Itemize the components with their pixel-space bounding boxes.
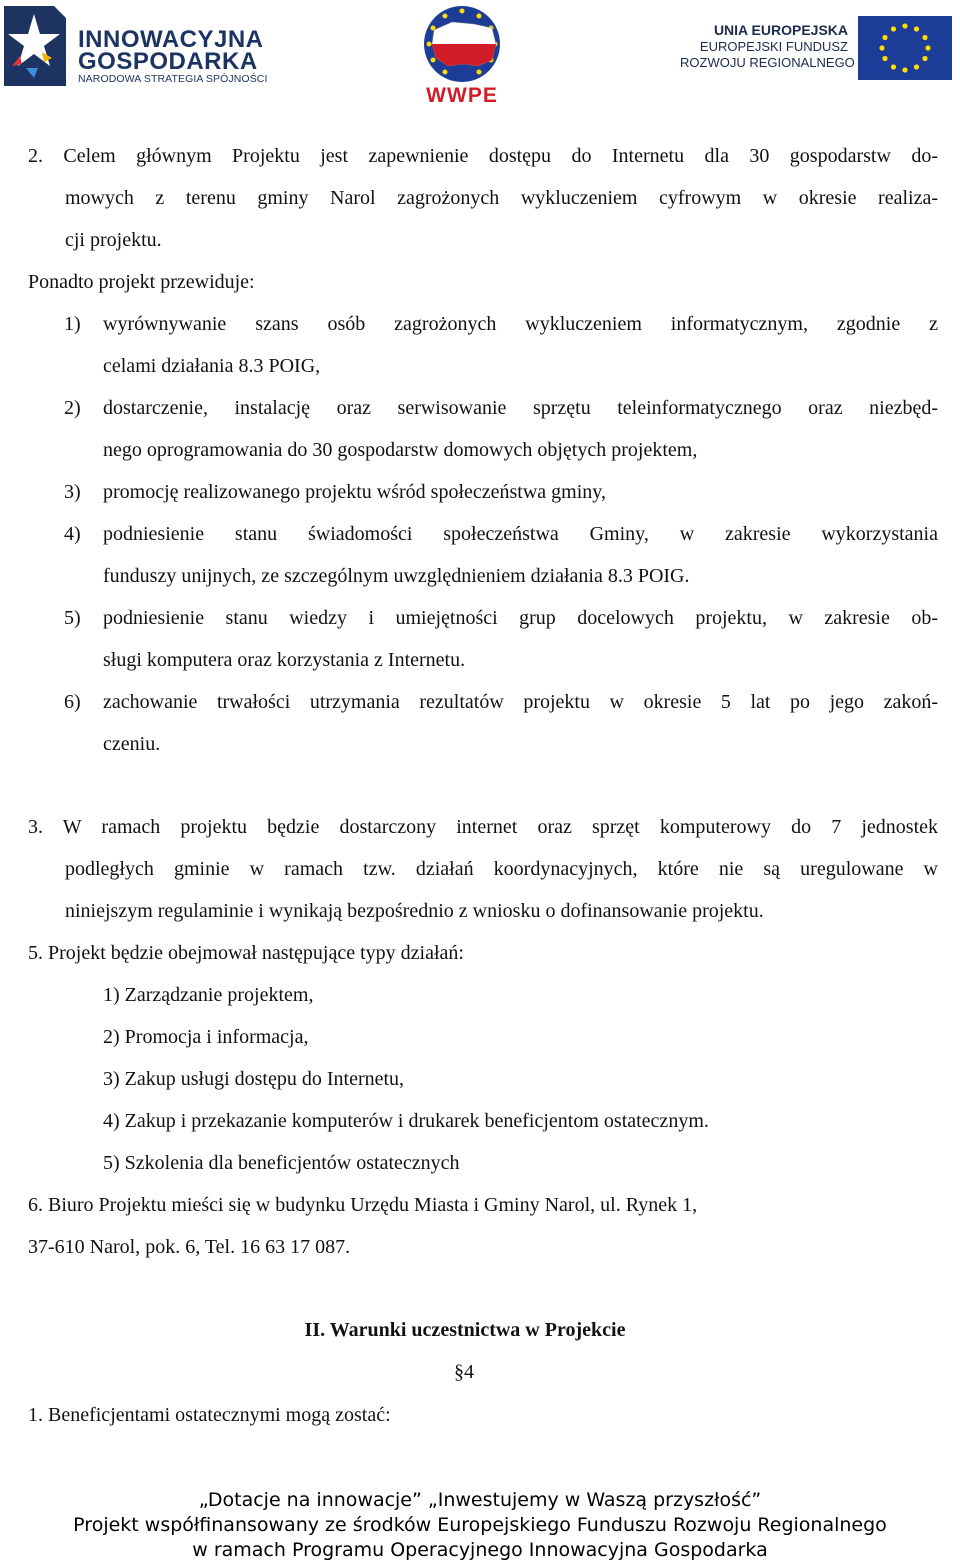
- list-item-number: 2): [64, 397, 81, 419]
- p5-list-item: 2) Promocja i informacja,: [103, 1026, 309, 1048]
- section-mark: §4: [454, 1361, 474, 1383]
- header-logos: [0, 0, 960, 110]
- list-item-number: 4): [64, 523, 81, 545]
- p5-list-item: 4) Zakup i przekazanie komputerów i drukarek beneficjentom ostatecznym.: [103, 1110, 709, 1132]
- poland-eu-map-icon: [412, 4, 512, 84]
- p5-list-item: 1) Zarządzanie projektem,: [103, 984, 314, 1006]
- footer-line2: Projekt współfinansowany ze środków Europejskiego Funduszu Rozwoju Regionalnego: [73, 1514, 887, 1536]
- list-item-number: 5): [64, 607, 81, 629]
- innowacyjna-gospodarka-logo: [4, 6, 268, 86]
- ig-logo-line2: GOSPODARKA: [78, 48, 258, 75]
- list-item-line1: podniesienie stanu świadomości społeczeństwa Gminy, w zakresie wykorzystania: [103, 523, 938, 545]
- list-item-line2: funduszy unijnych, ze szczególnym uwzględnieniem działania 8.3 POIG.: [103, 565, 690, 587]
- p3-line3: niniejszym regulaminie i wynikają bezpośrednio z wniosku o dofinansowanie projektu.: [65, 900, 764, 922]
- p5-list-item: 3) Zakup usługi dostępu do Internetu,: [103, 1068, 405, 1090]
- p6-line2: 37-610 Narol, pok. 6, Tel. 16 63 17 087.: [28, 1236, 351, 1258]
- p5-intro: 5. Projekt będzie obejmował następujące typy działań:: [28, 942, 464, 964]
- eu-logo-line3: ROZWOJU REGIONALNEGO: [680, 55, 855, 70]
- list-item-line1: wyrównywanie szans osób zagrożonych wykluczeniem informatycznym, zgodnie z: [103, 313, 938, 335]
- footer: [0, 1488, 960, 1562]
- list-item-line1: promocję realizowanego projektu wśród społeczeństwa gminy,: [103, 481, 606, 503]
- list-item-line2: sługi komputera oraz korzystania z Internetu.: [103, 649, 466, 671]
- p2-line3: cji projektu.: [65, 229, 162, 251]
- wwpe-logo-text: WWPE: [426, 84, 498, 107]
- list-item-line1: zachowanie trwałości utrzymania rezultatów projektu w okresie 5 lat po jego zakoń-: [103, 691, 938, 713]
- eu-logo: [680, 22, 960, 82]
- list-item-line2: nego oprogramowania do 30 gospodarstw domowych objętych projektem,: [103, 439, 698, 461]
- footer-line1: „Dotacje na innowacje” „Inwestujemy w Waszą przyszłość”: [198, 1489, 762, 1511]
- ig-logo-line3: NARODOWA STRATEGIA SPÓJNOŚCI: [78, 73, 268, 85]
- p6-line1: 6. Biuro Projektu mieści się w budynku Urzędu Miasta i Gminy Narol, ul. Rynek 1,: [28, 1194, 698, 1216]
- p2-line2: mowych z terenu gminy Narol zagrożonych wykluczeniem cyfrowym w okresie realiza-: [65, 187, 938, 209]
- eu-logo-line2: EUROPEJSKI FUNDUSZ: [699, 39, 848, 54]
- list-item-number: 6): [64, 691, 81, 713]
- p3-line1: 3. W ramach projektu będzie dostarczony internet oraz sprzęt komputerowy do 7 jednostek: [28, 816, 938, 838]
- list-item-number: 1): [64, 313, 81, 335]
- beneficiaries-text: 1. Beneficjentami ostatecznymi mogą zostać:: [28, 1404, 391, 1426]
- list-item-line1: dostarczenie, instalację oraz serwisowanie sprzętu teleinformatycznego oraz niezbęd-: [103, 397, 938, 419]
- p2-line1: 2. Celem głównym Projektu jest zapewnienie dostępu do Internetu dla 30 gospodarstw do-: [28, 145, 938, 167]
- list-item-line2: celami działania 8.3 POIG,: [103, 355, 321, 377]
- p5-list-item: 5) Szkolenia dla beneficjentów ostatecznych: [103, 1152, 460, 1174]
- list-item-line1: podniesienie stanu wiedzy i umiejętności grup docelowych projektu, w zakresie ob-: [103, 607, 938, 629]
- intro-text: Ponadto projekt przewiduje:: [28, 271, 255, 293]
- list-item-number: 3): [64, 481, 81, 503]
- wwpe-logo: [412, 4, 512, 107]
- eu-flag-icon: [858, 16, 952, 80]
- section-title: II. Warunki uczestnictwa w Projekcie: [304, 1319, 626, 1341]
- eu-logo-line1: UNIA EUROPEJSKA: [713, 22, 848, 38]
- footer-line3: w ramach Programu Operacyjnego Innowacyjna Gospodarka: [192, 1539, 768, 1561]
- ig-logo-line1: INNOWACYJNA: [78, 26, 264, 53]
- ig-star-icon: [4, 6, 66, 86]
- list-item-line2: czeniu.: [103, 733, 161, 755]
- eu-logo-text: [680, 22, 855, 71]
- p3-line2: podległych gminie w ramach tzw. działań koordynacyjnych, które nie są uregulowane w: [65, 858, 938, 880]
